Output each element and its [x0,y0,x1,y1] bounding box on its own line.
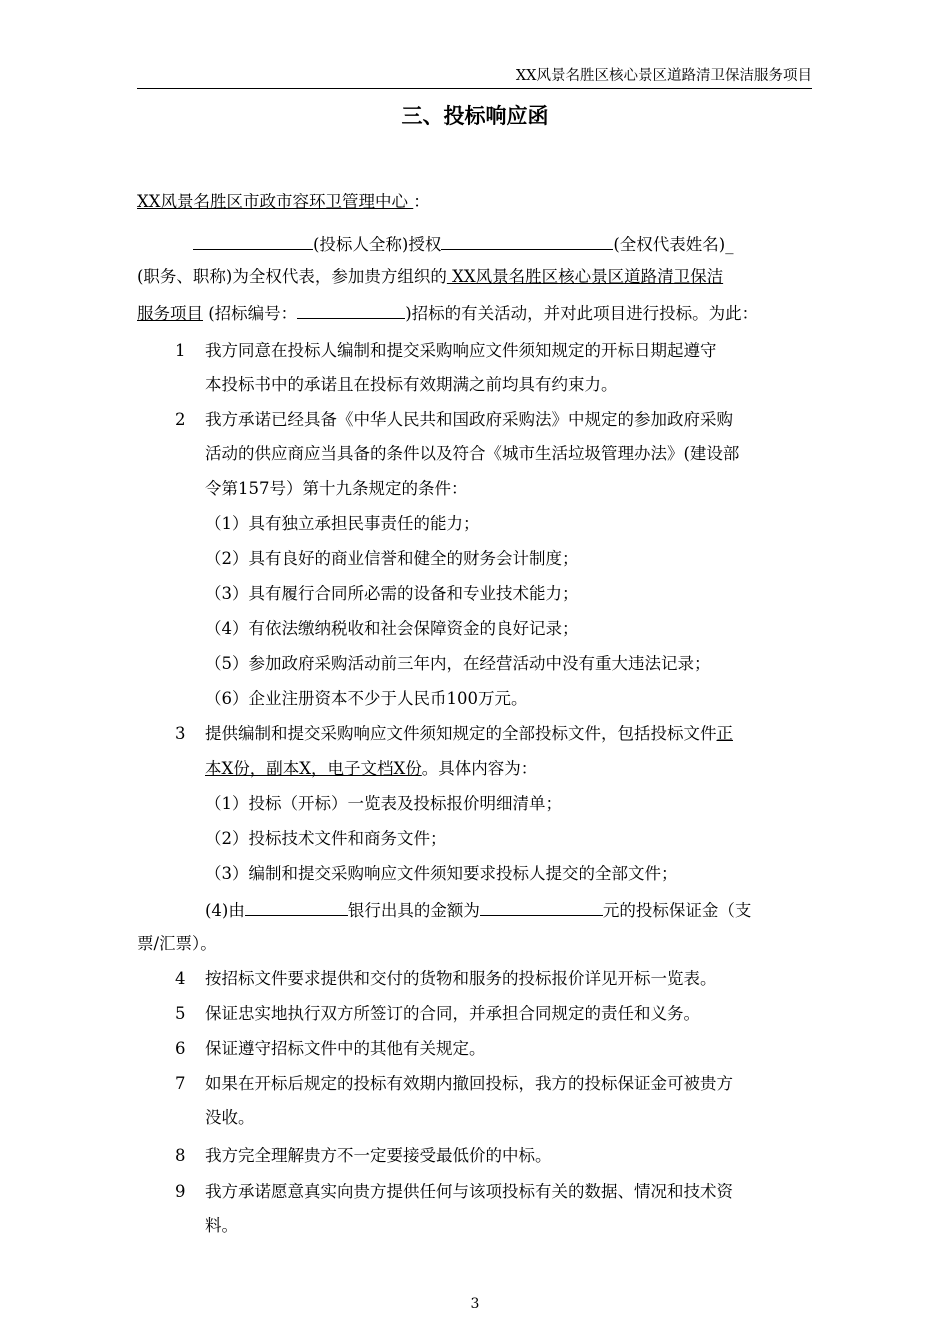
item-3-sub-1: （1）投标（开标）一览表及投标报价明细清单； [205,794,562,813]
bidder-name-field[interactable] [193,231,313,250]
item-2-cont-1: 活动的供应商应当具备的条件以及符合《城市生活垃圾管理办法》(建设部 [205,444,740,463]
page-header: XX风景名胜区核心景区道路清卫保洁服务项目 [137,66,812,89]
item-3-sub-4-cont: 票/汇票）。 [137,934,217,953]
page-title: 三、投标响应函 [401,104,549,128]
tender-number-field[interactable] [297,300,405,319]
item-3-sub-2: （2）投标技术文件和商务文件； [205,829,447,848]
intro-line-1: (投标人全称)授权 (全权代表姓名)_ [193,231,873,257]
item-3-sub-4: (4)由 银行出具的金额为 元的投标保证金（支 [205,897,885,923]
item-7-cont: 没收。 [205,1108,255,1127]
item-2: 2 我方承诺已经具备《中华人民共和国政府采购法》中规定的参加政府采购 [175,410,733,429]
page-number: 3 [470,1296,480,1312]
amount-field[interactable] [480,897,603,916]
item-1-cont: 本投标书中的承诺且在投标有效期满之前均具有约束力。 [205,375,618,394]
item-2-cont-2: 令第157号）第十九条规定的条件： [205,479,468,498]
item-2-sub-2: （2）具有良好的商业信誉和健全的财务会计制度； [205,549,579,568]
bank-name-field[interactable] [245,897,348,916]
item-2-sub-4: （4）有依法缴纳税收和社会保障资金的良好记录； [205,619,579,638]
item-2-sub-6: （6）企业注册资本不少于人民币100万元。 [205,689,528,708]
item-3-sub-3: （3）编制和提交采购响应文件须知要求投标人提交的全部文件； [205,864,678,883]
item-9: 9 我方承诺愿意真实向贵方提供任何与该项投标有关的数据、情况和技术资 [175,1182,733,1201]
item-6: 6 保证遵守招标文件中的其他有关规定。 [175,1039,486,1058]
item-2-sub-1: （1）具有独立承担民事责任的能力； [205,514,480,533]
item-3: 3 提供编制和提交采购响应文件须知规定的全部投标文件，包括投标文件正 [175,724,733,743]
representative-name-field[interactable] [441,231,613,250]
item-2-sub-5: （5）参加政府采购活动前三年内，在经营活动中没有重大违法记录； [205,654,711,673]
item-2-sub-3: （3）具有履行合同所必需的设备和专业技术能力； [205,584,579,603]
intro-line-2: (职务、职称)为全权代表，参加贵方组织的 XX风景名胜区核心景区道路清卫保洁 [137,267,724,286]
item-1: 1 我方同意在投标人编制和提交采购响应文件须知规定的开标日期起遵守 [175,341,717,360]
item-5: 5 保证忠实地执行双方所签订的合同，并承担合同规定的责任和义务。 [175,1004,700,1023]
item-4: 4 按招标文件要求提供和交付的货物和服务的投标报价详见开标一览表。 [175,969,717,988]
item-8: 8 我方完全理解贵方不一定要接受最低价的中标。 [175,1146,552,1165]
item-9-cont: 料。 [205,1216,238,1235]
intro-line-3: 服务项目 (招标编号： )招标的有关活动，并对此项目进行投标。为此： [137,300,817,326]
recipient-line: XX风景名胜区市政市容环卫管理中心 ： [137,192,430,211]
item-7: 7 如果在开标后规定的投标有效期内撤回投标，我方的投标保证金可被贵方 [175,1074,733,1093]
recipient-name: XX风景名胜区市政市容环卫管理中心 [137,192,414,211]
item-3-cont: 本X份，副本X，电子文档X份。具体内容为： [205,759,538,778]
